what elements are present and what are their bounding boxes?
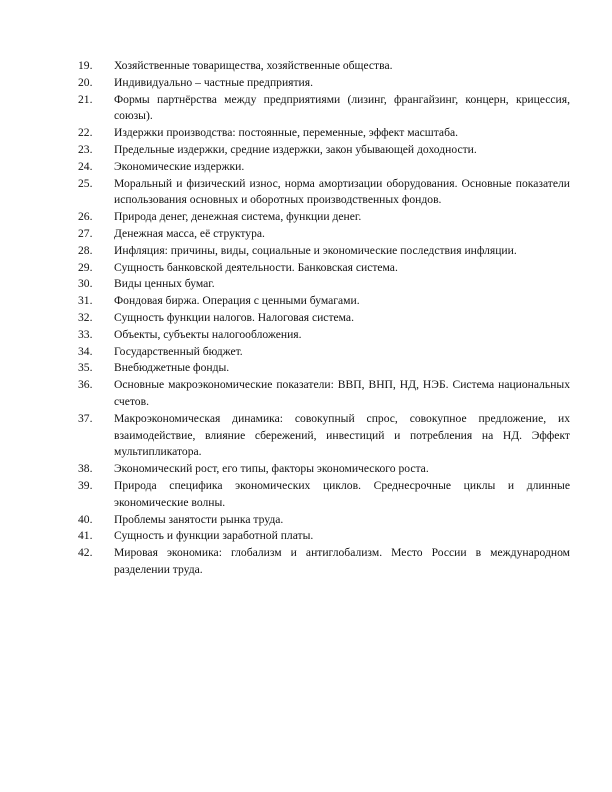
list-item <box>78 226 570 243</box>
item-text: Экономические издержки. <box>114 159 245 173</box>
item-text: Экономический рост, его типы, факторы экономического роста. <box>114 462 429 476</box>
item-number: 21. <box>78 92 93 106</box>
item-number: 27. <box>78 226 93 240</box>
item-number: 35. <box>78 361 93 375</box>
item-number: 20. <box>78 75 93 89</box>
list-item <box>78 243 570 260</box>
item-number: 42. <box>78 546 93 560</box>
item-number: 25. <box>78 176 93 190</box>
item-number: 22. <box>78 126 93 140</box>
item-number: 36. <box>78 378 93 392</box>
list-item <box>78 360 570 377</box>
item-text: Мировая экономика: глобализм и антиглобализм. Место России в международном разделении труда. <box>114 546 570 576</box>
list-item <box>78 528 570 545</box>
item-number: 39. <box>78 478 93 492</box>
list-item <box>78 92 570 126</box>
item-number: 40. <box>78 512 93 526</box>
list-item <box>78 461 570 478</box>
item-text: Сущность банковской деятельности. Банковская система. <box>114 260 398 274</box>
item-text: Хозяйственные товарищества, хозяйственные общества. <box>114 59 393 72</box>
list-item <box>78 125 570 142</box>
item-text: Объекты, субъекты налогообложения. <box>114 327 302 341</box>
item-number: 26. <box>78 210 93 224</box>
item-number: 41. <box>78 529 93 543</box>
list-item <box>78 276 570 293</box>
list-item <box>78 159 570 176</box>
item-number: 38. <box>78 462 93 476</box>
item-text: Моральный и физический износ, норма амортизации оборудования. Основные показатели использования основных и оборотных производственных фондов. <box>114 176 570 207</box>
item-number: 37. <box>78 411 93 425</box>
list-item <box>78 478 570 512</box>
item-text: Основные макроэкономические показатели: ВВП, ВНП, НД, НЭБ. Система национальных счетов. <box>114 378 570 408</box>
item-text: Инфляция: причины, виды, социальные и экономические последствия инфляции. <box>114 243 517 257</box>
item-text: Макроэкономическая динамика: совокупный спрос, совокупное предложение, их взаимодействие, влияние сбережений, инвестиций и потребления на НД. Эффект мультипликатора. <box>114 411 570 459</box>
list-item <box>78 142 570 159</box>
list-item <box>78 58 570 75</box>
list-item <box>78 545 570 579</box>
item-text: Проблемы занятости рынка труда. <box>114 512 284 526</box>
item-number: 33. <box>78 327 93 341</box>
list-item <box>78 377 570 411</box>
list-item <box>78 327 570 344</box>
item-number: 32. <box>78 310 93 324</box>
item-text: Государственный бюджет. <box>114 344 243 358</box>
item-number: 19. <box>78 59 93 72</box>
item-text: Формы партнёрства между предприятиями (лизинг, франгайзинг, концерн, крицессия, союзы). <box>114 92 570 123</box>
list-item <box>78 293 570 310</box>
item-text: Предельные издержки, средние издержки, закон убывающей доходности. <box>114 142 477 156</box>
list-item <box>78 344 570 361</box>
item-text: Внебюджетные фонды. <box>114 361 230 375</box>
item-number: 28. <box>78 243 93 257</box>
list-item <box>78 176 570 210</box>
item-number: 30. <box>78 277 93 291</box>
list-item <box>78 512 570 529</box>
item-number: 29. <box>78 260 93 274</box>
item-text: Фондовая биржа. Операция с ценными бумагами. <box>114 294 360 308</box>
item-text: Издержки производства: постоянные, переменные, эффект масштаба. <box>114 126 459 140</box>
list-item <box>78 310 570 327</box>
item-number: 23. <box>78 142 93 156</box>
item-text: Сущность функции налогов. Налоговая система. <box>114 310 354 324</box>
item-number: 34. <box>78 344 93 358</box>
item-text: Денежная масса, её структура. <box>114 226 265 240</box>
item-text: Природа специфика экономических циклов. Среднесрочные циклы и длинные экономические волны. <box>114 478 570 509</box>
item-number: 24. <box>78 159 93 173</box>
list-item <box>78 260 570 277</box>
question-list <box>78 58 570 579</box>
list-item <box>78 75 570 92</box>
item-text: Виды ценных бумаг. <box>114 277 215 291</box>
item-text: Индивидуально – частные предприятия. <box>114 75 313 89</box>
item-text: Сущность и функции заработной платы. <box>114 529 314 543</box>
list-item <box>78 411 570 461</box>
item-text: Природа денег, денежная система, функции денег. <box>114 210 362 224</box>
item-number: 31. <box>78 294 93 308</box>
list-item <box>78 209 570 226</box>
